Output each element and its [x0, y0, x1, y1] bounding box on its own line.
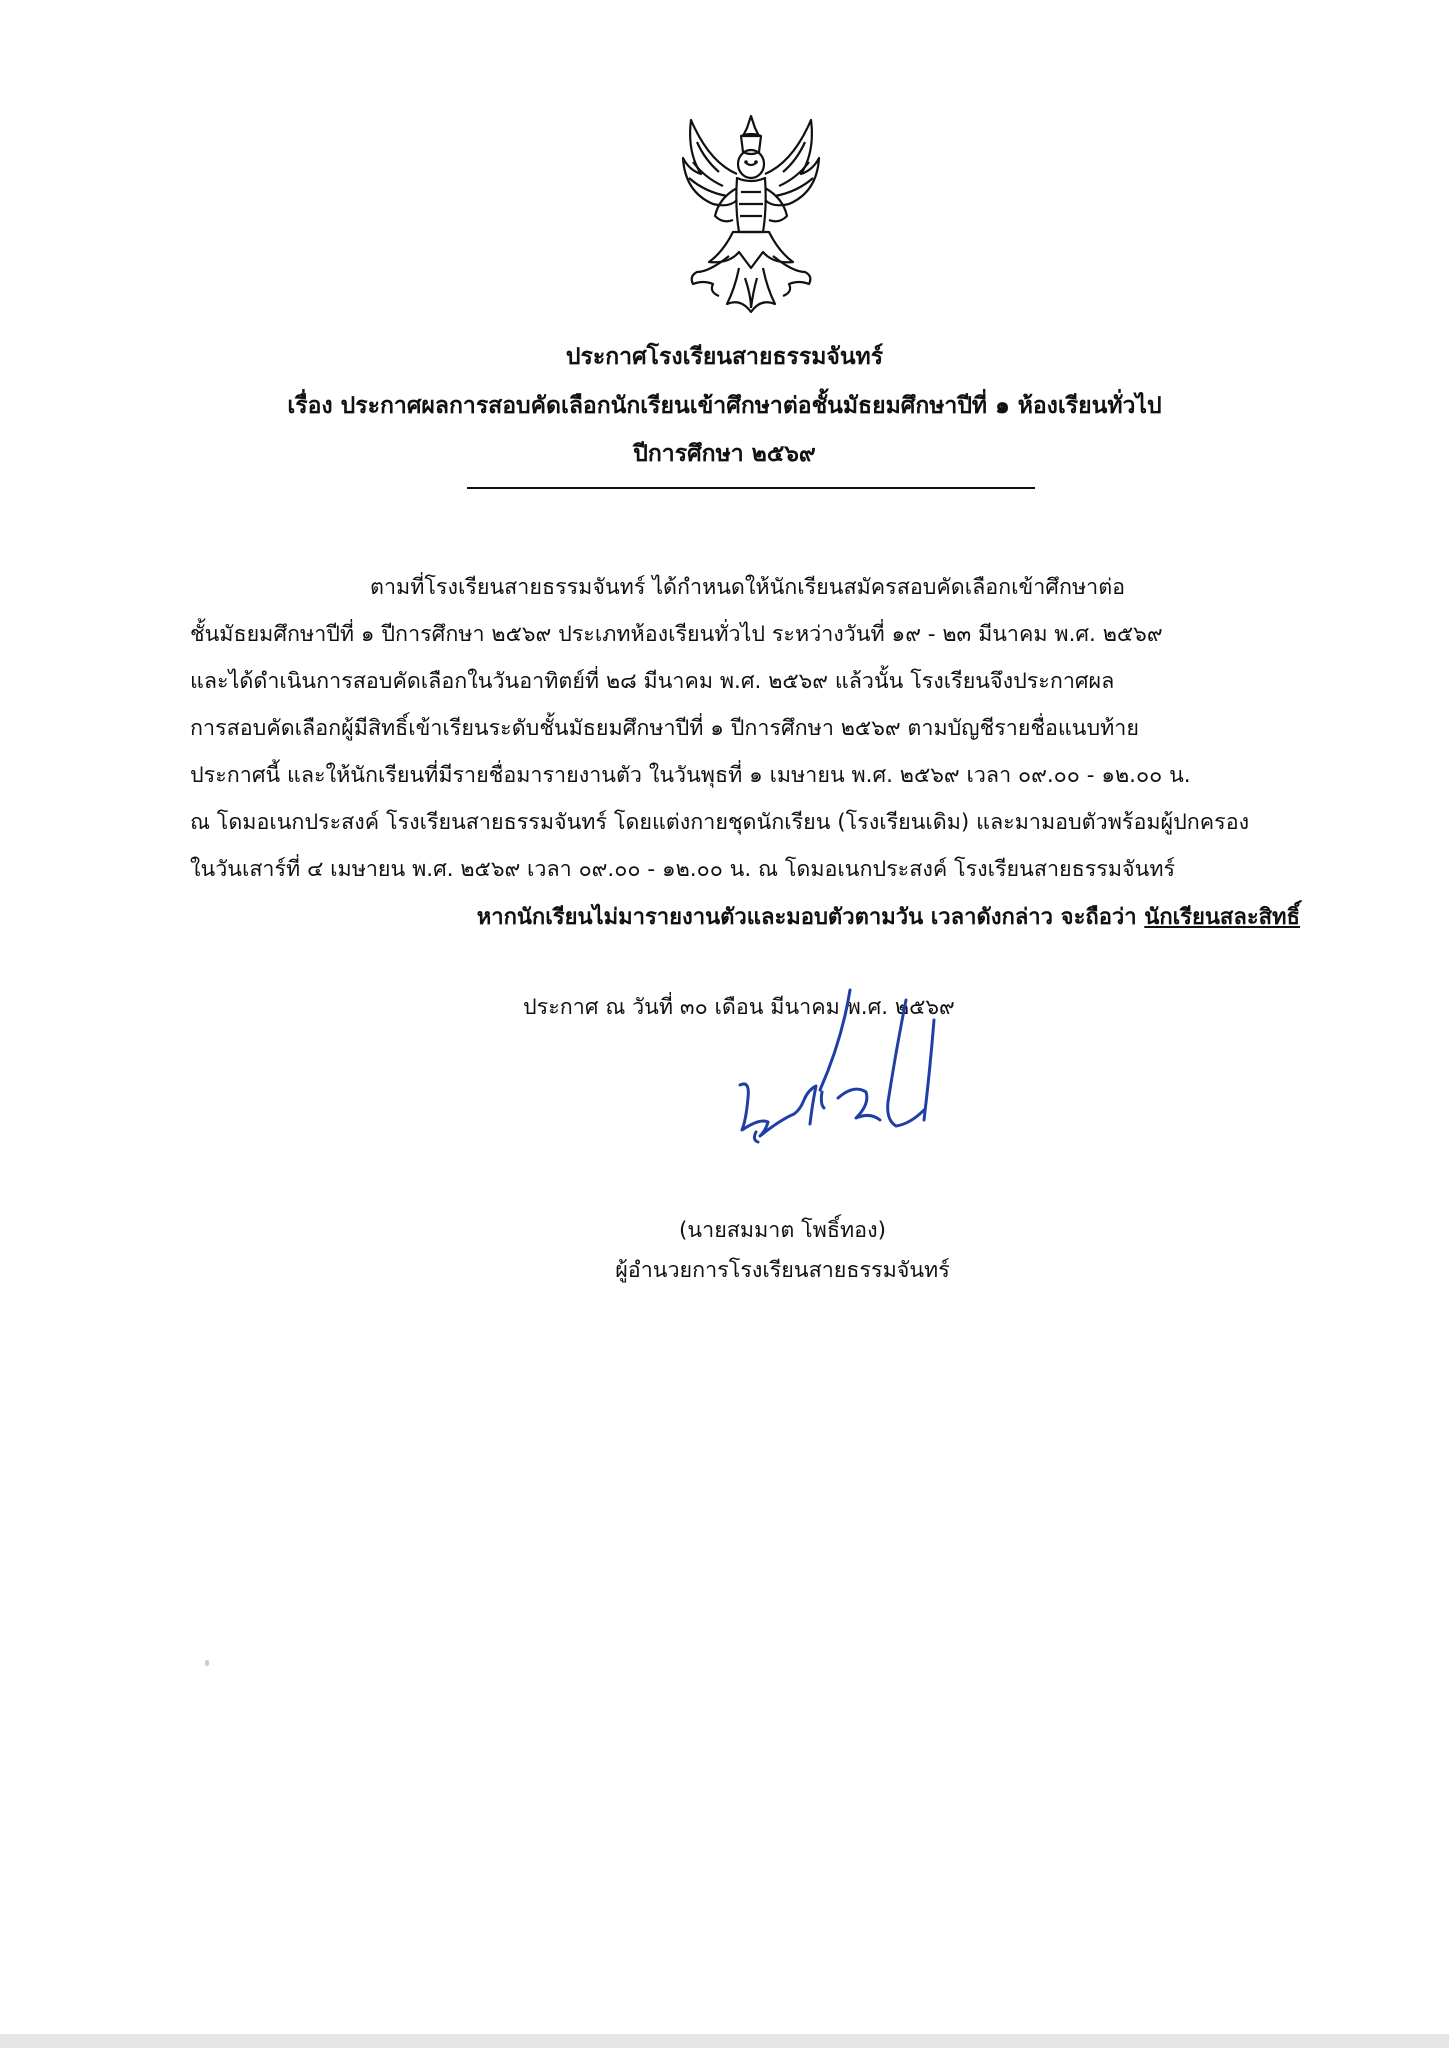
academic-year: ปีการศึกษา ๒๕๖๙ [633, 441, 816, 467]
body-line-7: ในวันเสาร์ที่ ๔ เมษายน พ.ศ. ๒๕๖๙ เวลา ๐๙.๐๐ - ๑๒.๐๐ น. ณ โดมอเนกประสงค์ โรงเรียนสายธรรมจันทร์ [190, 857, 1176, 882]
body-line-3: และได้ดำเนินการสอบคัดเลือกในวันอาทิตย์ที่ ๒๘ มีนาคม พ.ศ. ๒๕๖๙ แล้วนั้น โรงเรียนจึงประกาศผล [190, 669, 1115, 694]
announcement-date: ประกาศ ณ วันที่ ๓๐ เดือน มีนาคม พ.ศ. ๒๕๖๙ [523, 995, 955, 1020]
body-line-5: ประกาศนี้ และให้นักเรียนที่มีรายชื่อมารายงานตัว ในวันพุธที่ ๑ เมษายน พ.ศ. ๒๕๖๙ เวลา ๐๙.๐๐ - ๑๒.๐๐ น. [190, 763, 1191, 788]
heading-divider [467, 487, 1035, 489]
signer-title: ผู้อำนวยการโรงเรียนสายธรรมจันทร์ [615, 1258, 950, 1283]
forfeit-notice-text: หากนักเรียนไม่มารายงานตัวและมอบตัวตามวัน เวลาดังกล่าว จะถือว่า [476, 905, 1145, 930]
body-line-4: การสอบคัดเลือกผู้มีสิทธิ์เข้าเรียนระดับชั้นมัธยมศึกษาปีที่ ๑ ปีการศึกษา ๒๕๖๙ ตามบัญชีรายชื่อแนบท้าย [190, 716, 1139, 741]
announcement-title: ประกาศโรงเรียนสายธรรมจันทร์ [565, 344, 884, 370]
scan-bottom-edge [0, 2034, 1449, 2048]
forfeit-notice-emphasis: นักเรียนสละสิทธิ์ [1144, 905, 1300, 930]
body-line-1: ตามที่โรงเรียนสายธรรมจันทร์ ได้กำหนดให้นักเรียนสมัครสอบคัดเลือกเข้าศึกษาต่อ [370, 575, 1126, 600]
garuda-emblem-icon [679, 112, 824, 317]
body-line-6: ณ โดมอเนกประสงค์ โรงเรียนสายธรรมจันทร์ โดยแต่งกายชุดนักเรียน (โรงเรียนเดิม) และมามอบตัวพร้อมผู้ปกครอง [190, 810, 1250, 835]
announcement-subject: เรื่อง ประกาศผลการสอบคัดเลือกนักเรียนเข้าศึกษาต่อชั้นมัธยมศึกษาปีที่ ๑ ห้องเรียนทั่วไป [287, 393, 1162, 419]
signer-name: (นายสมมาต โพธิ์ทอง) [679, 1218, 886, 1243]
forfeit-notice [190, 897, 1300, 939]
signature-icon [720, 980, 980, 1170]
scan-speck [205, 1660, 209, 1666]
body-line-2: ชั้นมัธยมศึกษาปีที่ ๑ ปีการศึกษา ๒๕๖๙ ประเภทห้องเรียนทั่วไป ระหว่างวันที่ ๑๙ - ๒๓ มีนาคม พ.ศ. ๒๕๖๙ [190, 622, 1163, 647]
